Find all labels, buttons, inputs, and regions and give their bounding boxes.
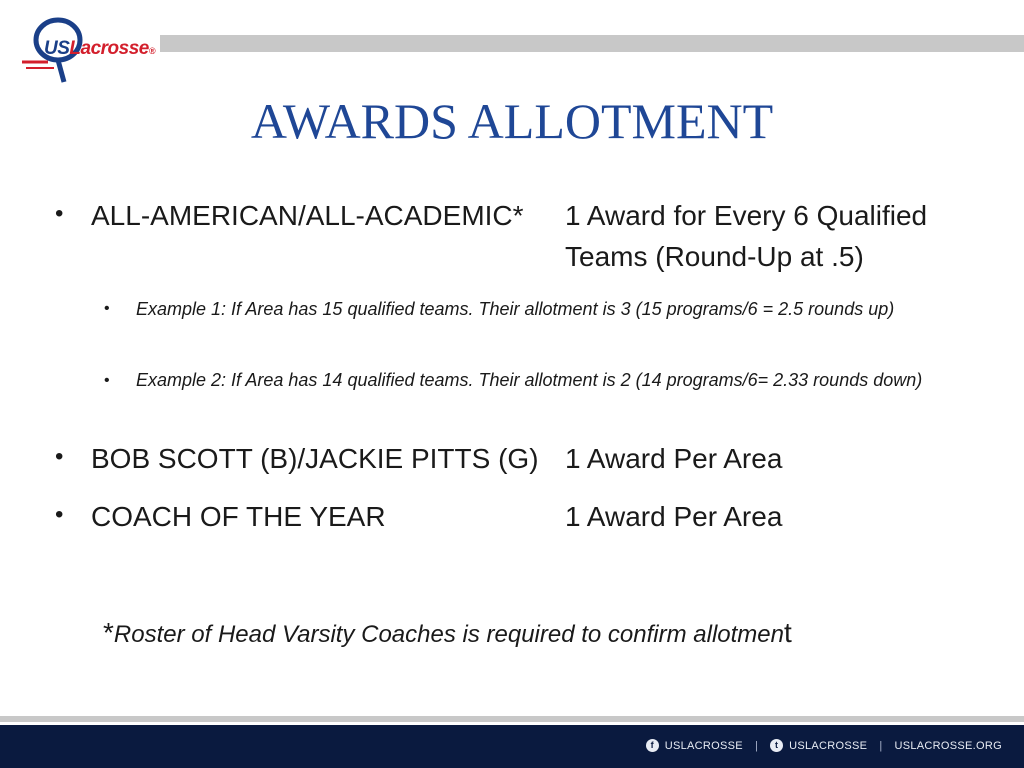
item-value-all-american-line2: Teams (Round-Up at .5) [565,241,864,272]
sub-bullet-2: • [104,372,110,389]
bullet-1: • [55,200,64,227]
item-value-all-american-line1: 1 Award for Every 6 Qualified [565,200,928,231]
bullet-3: • [55,501,64,528]
facebook-handle: USLACROSSE [664,739,743,752]
twitter-icon: t [770,739,783,752]
twitter-handle: USLACROSSE [789,739,868,752]
logo-wordmark: USLacrosse® [44,38,155,59]
item-value-coach: 1 Award Per Area [565,501,783,532]
header-bar [160,35,1024,52]
example-2: Example 2: If Area has 14 qualified teams. Their allotment is 2 (14 programs/6= 2.33 rounds down) [136,370,923,390]
us-lacrosse-logo [18,12,160,84]
example-1: Example 1: If Area has 15 qualified teams. Their allotment is 3 (15 programs/6 = 2.5 rounds up) [136,299,895,319]
item-label-bob-scott: BOB SCOTT (B)/JACKIE PITTS (G) [91,443,539,474]
bullet-2: • [55,443,64,470]
sub-bullet-1: • [104,300,110,317]
footer-divider [0,716,1024,722]
website-link: USLACROSSE.ORG [894,739,1002,752]
item-label-coach: COACH OF THE YEAR [91,501,386,532]
slide-title: AWARDS ALLOTMENT [250,93,774,149]
footnote-text: Roster of Head Varsity Coaches is required to confirm allotmen [113,621,784,648]
item-label-all-american: ALL-AMERICAN/ALL-ACADEMIC* [91,200,524,231]
facebook-icon: f [646,739,659,752]
footer-bar: f USLACROSSE | t USLACROSSE | USLACROSSE.ORG [0,725,1024,768]
footnote: *Roster of Head Varsity Coaches is required to confirm allotment [103,617,792,648]
item-value-bob-scott: 1 Award Per Area [565,443,783,474]
